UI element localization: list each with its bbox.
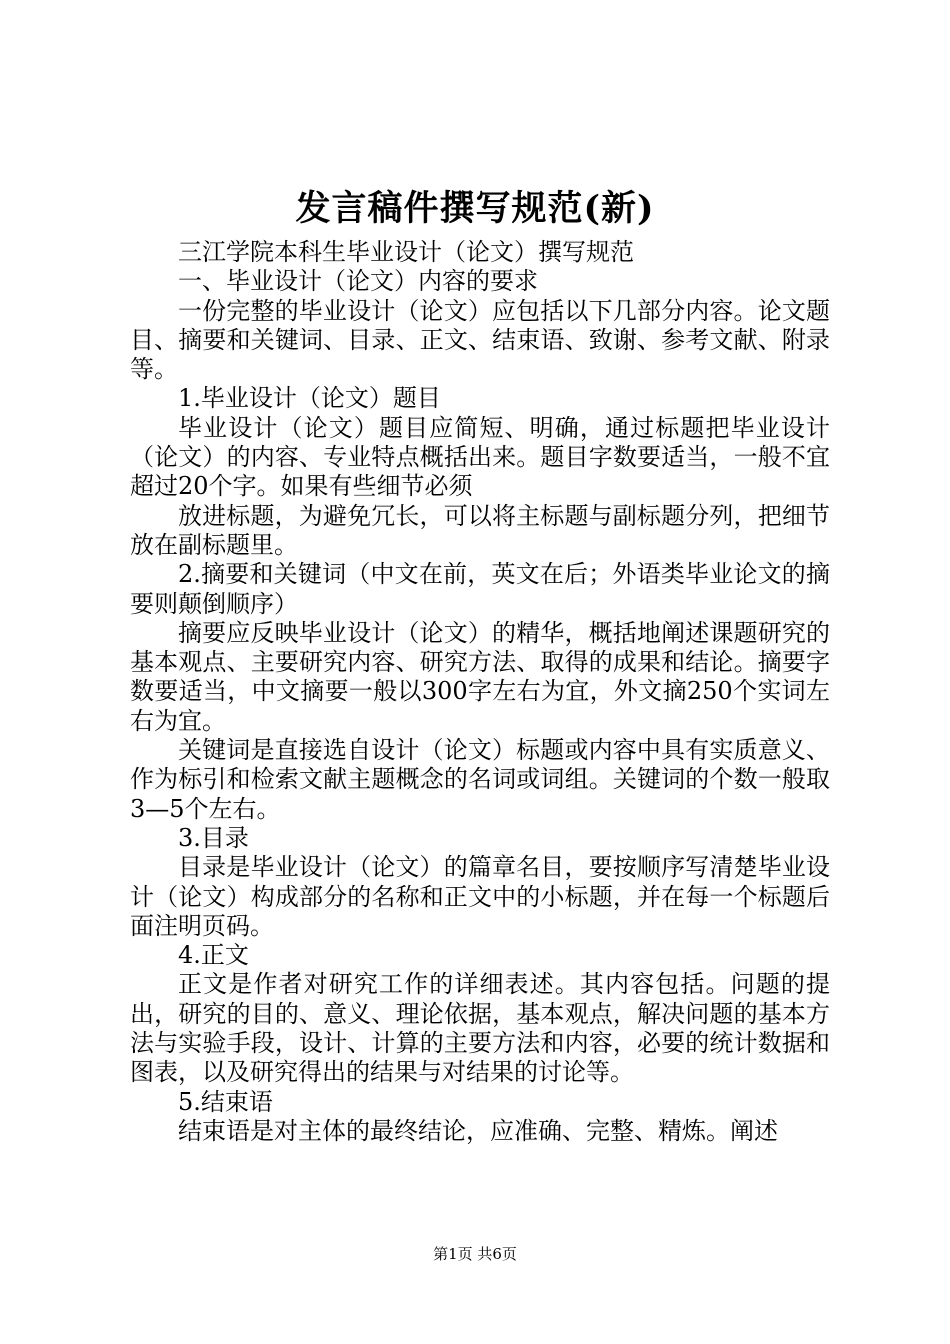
subsection-heading: 5.结束语 (178, 1087, 273, 1116)
page-number-footer: 第1页 共6页 (433, 1245, 517, 1263)
paragraph: 结束语是对主体的最终结论，应准确、完整、精炼。阐述 (178, 1116, 778, 1145)
section-heading: 一、毕业设计（论文）内容的要求 (178, 267, 538, 296)
subsection-heading: 3.目录 (178, 823, 249, 852)
subsection-heading: 1.毕业设计（论文）题目 (178, 384, 441, 413)
paragraph: 正文是作者对研究工作的详细表述。其内容包括。问题的提出，研究的目的、意义、理论依据，基本观点，解决问题的基本方法与实验手段，设计、计算的主要方法和内容，必要的统计数据和图表，以及研究得出的结果与对结果的讨论等。 (130, 970, 830, 1087)
paragraph: 毕业设计（论文）题目应简短、明确，通过标题把毕业设计（论文）的内容、专业特点概括出来。题目字数要适当，一般不宜超过20个字。如果有些细节必须 (130, 413, 830, 501)
paragraph: 摘要应反映毕业设计（论文）的精华，概括地阐述课题研究的基本观点、主要研究内容、研究方法、取得的成果和结论。摘要字数要适当，中文摘要一般以300字左右为宜，外文摘250个实词左右为宜。 (130, 618, 830, 735)
paragraph: 一份完整的毕业设计（论文）应包括以下几部分内容。论文题目、摘要和关键词、目录、正文、结束语、致谢、参考文献、附录等。 (130, 296, 830, 384)
document-body (130, 238, 830, 1146)
subsection-heading: 4.正文 (178, 941, 249, 970)
paragraph: 放进标题，为避免冗长，可以将主标题与副标题分列，把细节放在副标题里。 (130, 501, 830, 559)
paragraph: 三江学院本科生毕业设计（论文）撰写规范 (178, 238, 634, 266)
paragraph: 目录是毕业设计（论文）的篇章名目，要按顺序写清楚毕业设计（论文）构成部分的名称和正文中的小标题，并在每一个标题后面注明页码。 (130, 853, 830, 940)
subsection-heading: 2.摘要和关键词（中文在前，英文在后；外语类毕业论文的摘要则颠倒顺序） (130, 560, 830, 618)
paragraph: 关键词是直接选自设计（论文）标题或内容中具有实质意义、作为标引和检索文献主题概念的名词或词组。关键词的个数一般取3—5个左右。 (130, 736, 830, 823)
document-title: 发言稿件撰写规范(新) (295, 188, 655, 229)
